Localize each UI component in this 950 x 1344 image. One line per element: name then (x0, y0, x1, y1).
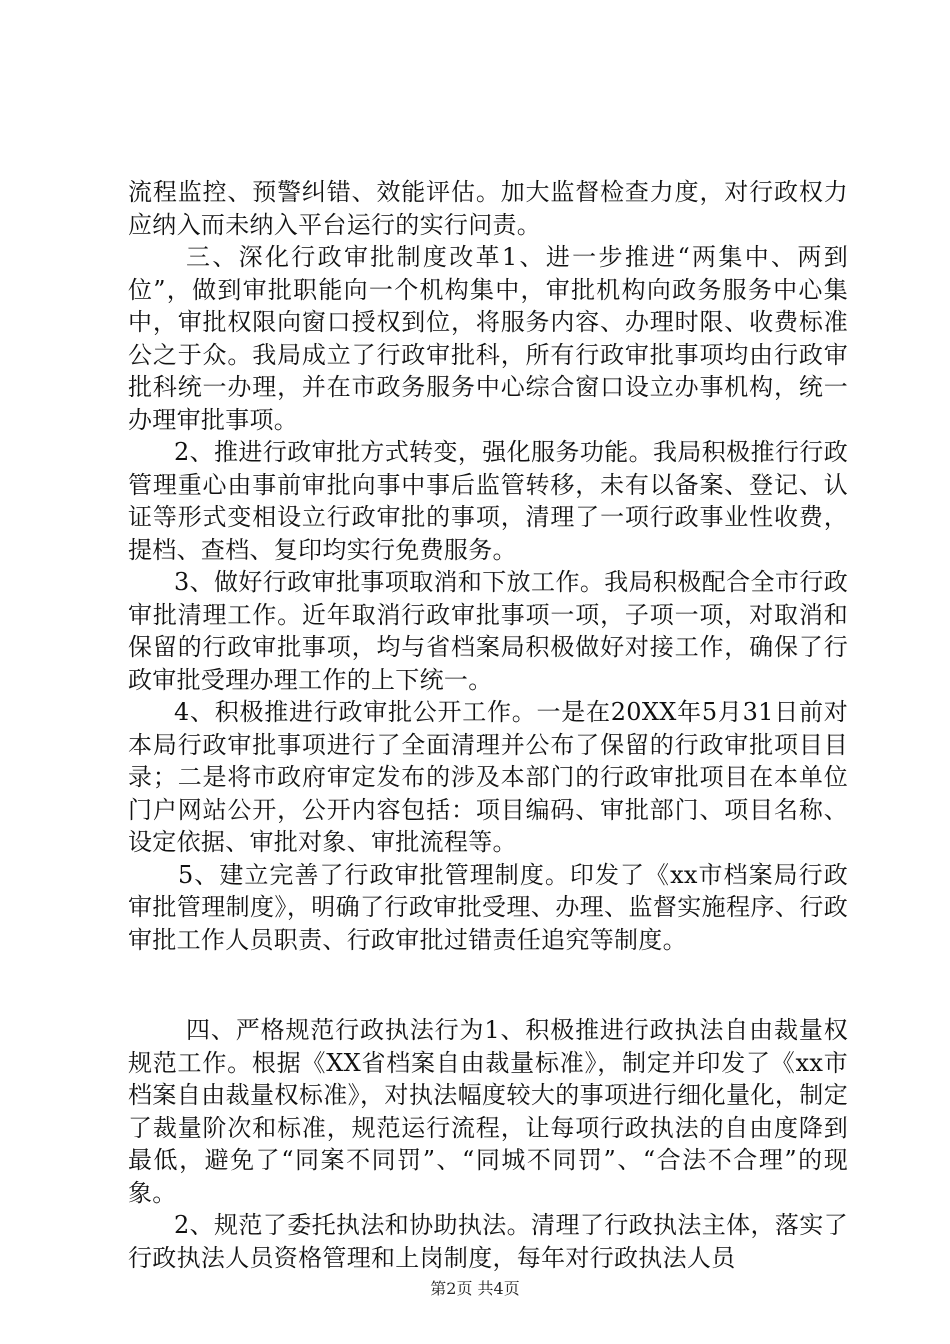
paragraph-item-5: 5、建立完善了行政审批管理制度。印发了《xx市档案局行政审批管理制度》，明确了行政审批受理、办理、监督实施程序、行政审批工作人员职责、行政审批过错责任追究等制度。 (128, 860, 848, 954)
paragraph-section-4: 四、严格规范行政执法行为1、积极推进行政执法自由裁量权规范工作。根据《XX省档案自由裁量标准》，制定并印发了《xx市档案自由裁量权标准》，对执法幅度较大的事项进行细化量化，制定了裁量阶次和标准，规范运行流程，让每项行政执法的自由度降到最低，避免了“同案不同罚”、“同城不同罚”、“合法不合理”的现象。 (128, 1016, 848, 1207)
page-footer: 第2页 共4页 (430, 1279, 520, 1298)
paragraph-item-4: 4、积极推进行政审批公开工作。一是在20XX年5月31日前对本局行政审批事项进行了全面清理并公布了保留的行政审批项目目录；二是将市政府审定发布的涉及本部门的行政审批项目在本单位门户网站公开，公开内容包括：项目编码、审批部门、项目名称、设定依据、审批对象、审批流程等。 (128, 698, 848, 856)
paragraph-gap (128, 956, 848, 1014)
paragraph-item-3: 3、做好行政审批事项取消和下放工作。我局积极配合全市行政审批清理工作。近年取消行政审批事项一项，子项一项，对取消和保留的行政审批事项，均与省档案局积极做好对接工作，确保了行政审批受理办理工作的上下统一。 (128, 568, 848, 694)
paragraph-section-3: 三、深化行政审批制度改革1、进一步推进“两集中、两到位”，做到审批职能向一个机构集中，审批机构向政务服务中心集中，审批权限向窗口授权到位，将服务内容、办理时限、收费标准公之于众。我局成立了行政审批科，所有行政审批事项均由行政审批科统一办理，并在市政务服务中心综合窗口设立办事机构，统一办理审批事项。 (128, 243, 848, 434)
paragraph-1: 流程监控、预警纠错、效能评估。加大监督检查力度，对行政权力应纳入而未纳入平台运行的实行问责。 (128, 178, 848, 239)
paragraph-item-2: 2、推进行政审批方式转变，强化服务功能。我局积极推行行政管理重心由事前审批向事中事后监管转移，未有以备案、登记、认证等形式变相设立行政审批的事项，清理了一项行政事业性收费，提档、查档、复印均实行免费服务。 (128, 438, 848, 564)
paragraph-item-4-2: 2、规范了委托执法和协助执法。清理了行政执法主体，落实了行政执法人员资格管理和上岗制度，每年对行政执法人员 (128, 1211, 848, 1272)
document-body (128, 176, 848, 1274)
